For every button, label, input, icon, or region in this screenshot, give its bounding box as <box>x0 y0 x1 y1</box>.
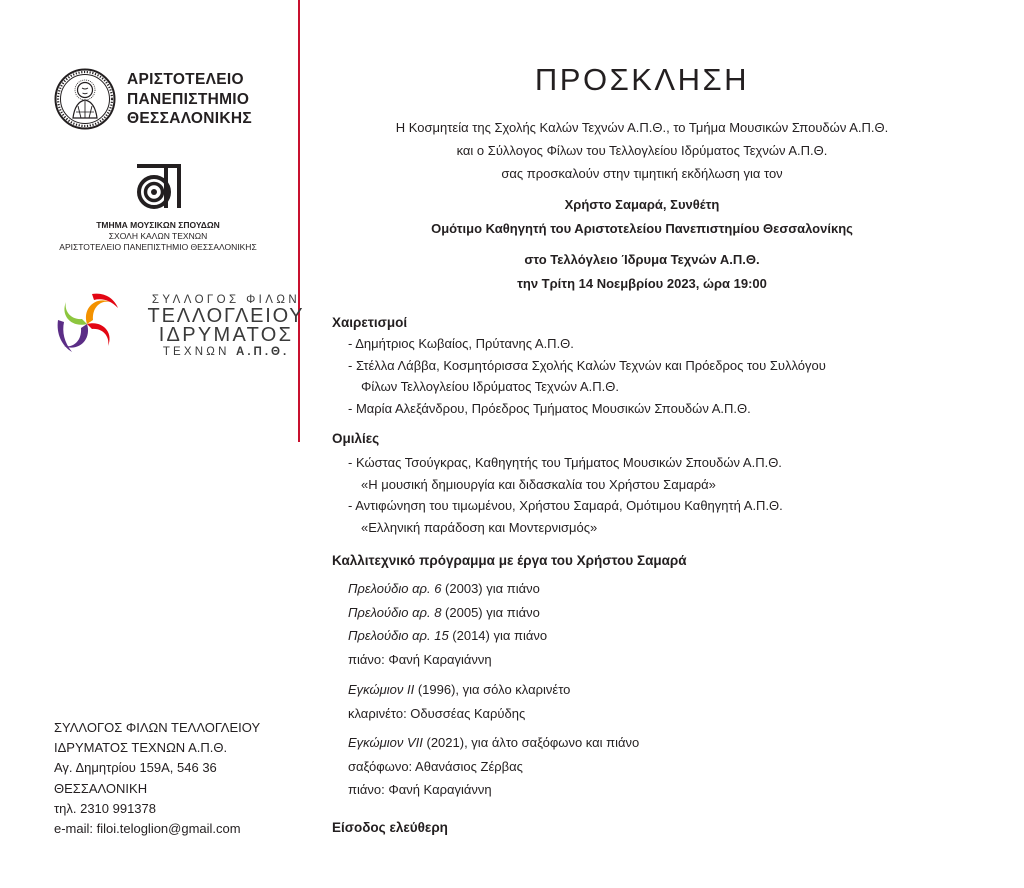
list-item: - Αντιφώνηση του τιμωμένου, Χρήστου Σαμαρά, Ομότιμου Καθηγητή Α.Π.Θ. <box>348 498 783 513</box>
red-divider-line <box>298 0 300 442</box>
list-item: - Δημήτριος Κωβαίος, Πρύτανης Α.Π.Θ. <box>348 336 574 351</box>
work-title: Πρελούδιο αρ. 15 <box>348 628 449 643</box>
intro-line-3: σας προσκαλούν στην τιμητική εκδήλωση για τον <box>501 166 783 181</box>
society-line-1: ΣΥΛΛΟΓΟΣ ΦΙΛΩΝ <box>151 294 301 306</box>
program-item <box>348 601 547 625</box>
society-line-3: ΙΔΡΥΜΑΤΟΣ <box>158 324 294 346</box>
society-name <box>131 294 321 359</box>
work-details: (1996), για σόλο κλαρινέτο <box>414 682 571 697</box>
work-title: Εγκώμιον VII <box>348 735 423 750</box>
performer: πιάνο: Φανή Καραγιάννη <box>348 782 492 797</box>
contact-line-2: ΙΔΡΥΜΑΤΟΣ ΤΕΧΝΩΝ Α.Π.Θ. <box>54 740 228 756</box>
date-line: την Τρίτη 14 Νοεμβρίου 2023, ώρα 19:00 <box>517 276 767 291</box>
university-line-3: ΘΕΣΣΑΛΟΝΙΚΗΣ <box>127 110 252 127</box>
work-title: Πρελούδιο αρ. 6 <box>348 581 442 596</box>
program-enkomion-7 <box>348 731 639 802</box>
program-heading: Καλλιτεχνικό πρόγραμμα με έργα του Χρήστου Σαμαρά <box>332 553 687 568</box>
university-line-1: ΑΡΙΣΤΟΤΕΛΕΙΟ <box>127 71 244 88</box>
contact-info <box>54 718 260 839</box>
work-details: (2005) για πιάνο <box>441 604 540 620</box>
honoree-line-1: Χρήστο Σαμαρά, Συνθέτη <box>564 197 720 212</box>
society-line-4a: ΤΕΧΝΩΝ <box>162 346 230 358</box>
greetings-heading: Χαιρετισμοί <box>332 315 408 330</box>
venue-line: στο Τελλόγλειο Ίδρυμα Τεχνών Α.Π.Θ. <box>524 252 760 267</box>
society-line-4 <box>131 345 321 359</box>
list-item: - Μαρία Αλεξάνδρου, Πρόεδρος Τμήματος Μουσικών Σπουδών Α.Π.Θ. <box>348 400 751 416</box>
venue-text <box>330 248 954 296</box>
speeches-heading: Ομιλίες <box>332 431 380 446</box>
program-item <box>348 577 547 601</box>
aristotle-seal-icon <box>54 68 116 130</box>
program-item <box>348 678 570 702</box>
university-name <box>127 70 252 129</box>
swirl-logo-icon <box>52 290 122 358</box>
invitation-title: ΠΡΟΣΚΛΗΣΗ <box>534 62 750 97</box>
list-item-continuation: «Ελληνική παράδοση και Μοντερνισμός» <box>361 519 598 535</box>
list-item: - Στέλλα Λάββα, Κοσμητόρισσα Σχολής Καλών Τεχνών και Πρόεδρος του Συλλόγου <box>348 357 826 373</box>
contact-address: Αγ. Δημητρίου 159Α, 546 36 <box>54 760 217 776</box>
list-item-continuation: Φίλων Τελλογλείου Ιδρύματος Τεχνών Α.Π.Θ. <box>361 379 619 394</box>
society-line-4b: Α.Π.Θ. <box>236 346 290 358</box>
intro-text <box>330 116 954 185</box>
performer: πιάνο: Φανή Καραγιάννη <box>348 651 492 667</box>
free-entry-note: Είσοδος ελεύθερη <box>332 820 448 835</box>
university-line-2: ΠΑΝΕΠΙΣΤΗΜΙΟ <box>127 90 250 108</box>
program-preludes <box>348 577 547 671</box>
work-title: Πρελούδιο αρ. 8 <box>348 604 442 620</box>
program-item <box>348 731 639 755</box>
intro-line-2: και ο Σύλλογος Φίλων του Τελλογλείου Ιδρύματος Τεχνών Α.Π.Θ. <box>456 143 828 158</box>
performer: κλαρινέτο: Οδυσσέας Καρύδης <box>348 705 526 721</box>
performer: σαξόφωνο: Αθανάσιος Ζέρβας <box>348 758 523 774</box>
list-item-continuation: «Η μουσική δημιουργία και διδασκαλία του Χρήστου Σαμαρά» <box>361 476 716 492</box>
school-name: ΣΧΟΛΗ ΚΑΛΩΝ ΤΕΧΝΩΝ <box>108 231 208 241</box>
intro-line-1: Η Κοσμητεία της Σχολής Καλών Τεχνών Α.Π.Θ., το Τμήμα Μουσικών Σπουδών Α.Π.Θ. <box>395 120 889 135</box>
music-department-emblem-icon <box>133 162 183 212</box>
contact-line-1: ΣΥΛΛΟΓΟΣ ΦΙΛΩΝ ΤΕΛΛΟΓΛΕΙΟΥ <box>54 720 261 735</box>
society-line-2: ΤΕΛΛΟΓΛΕΙΟΥ <box>147 305 305 327</box>
university-full-name: ΑΡΙΣΤΟΤΕΛΕΙΟ ΠΑΝΕΠΙΣΤΗΜΙΟ ΘΕΣΣΑΛΟΝΙΚΗΣ <box>59 242 257 252</box>
list-item: - Κώστας Τσούγκρας, Καθηγητής του Τμήματος Μουσικών Σπουδών Α.Π.Θ. <box>348 455 782 470</box>
work-details: (2003) για πιάνο <box>441 581 540 596</box>
work-details: (2021), για άλτο σαξόφωνο και πιάνο <box>422 735 640 750</box>
work-details: (2014) για πιάνο <box>448 628 548 643</box>
contact-email: e-mail: filoi.teloglion@gmail.com <box>54 821 241 837</box>
department-name: ΤΜΗΜΑ ΜΟΥΣΙΚΩΝ ΣΠΟΥΔΩΝ <box>96 220 220 230</box>
contact-phone: τηλ. 2310 991378 <box>54 800 157 816</box>
speeches-list <box>348 452 783 538</box>
university-logo-block <box>54 68 284 132</box>
music-department-logo-block <box>50 160 266 260</box>
contact-city: ΘΕΣΣΑΛΟΝΙΚΗ <box>54 780 148 796</box>
friends-society-logo-block <box>52 290 305 362</box>
honoree-text <box>330 193 954 241</box>
greetings-list <box>348 333 826 419</box>
work-title: Εγκώμιον ΙΙ <box>348 682 415 697</box>
program-enkomion-2 <box>348 678 570 725</box>
honoree-line-2: Ομότιμο Καθηγητή του Αριστοτελείου Πανεπιστημίου Θεσσαλονίκης <box>431 221 853 236</box>
program-item <box>348 624 547 648</box>
